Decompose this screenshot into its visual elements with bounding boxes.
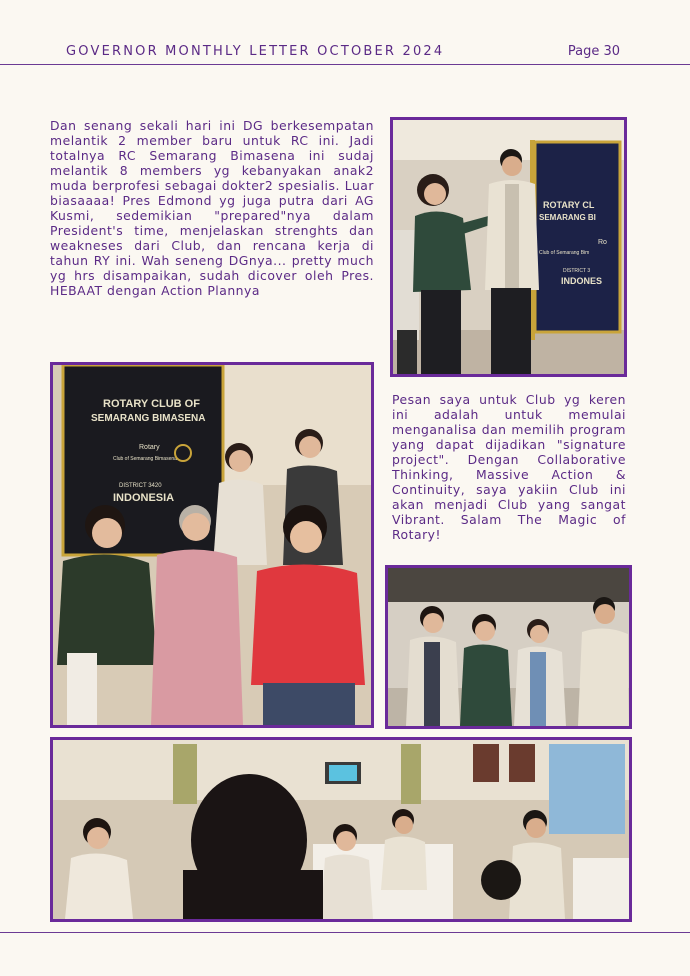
banner-text: DISTRICT 3 — [563, 268, 591, 274]
page-number: Page 30 — [567, 44, 620, 59]
footer-divider — [0, 932, 690, 933]
banner-text: INDONESIA — [113, 492, 175, 504]
banner-text: SEMARANG BI — [539, 213, 596, 222]
paragraph-message: Pesan saya untuk Club yg keren ini adalah untuk memulai menganalisa dan memilih program yang dapat dijadikan "signature project". Dengan Collaborative Thinking, Massive Action & Continuity, saya yakiin Club ini akan menjadi Club yang sangat Vibrant. Salam The Magic of Rotary! — [392, 392, 626, 542]
banner-text: Club of Semarang Bim — [539, 250, 590, 256]
paragraph-installation: Dan senang sekali hari ini DG berkesempatan melantik 2 member baru untuk RC ini. Jadi totalnya RC Semarang Bimasena ini sudaj melantik 8 members yg kebanyakan anak2 muda berprofesi sebagai dokter2 spesialis. Luar biasaaaa! Pres Edmond yg juga putra dari AG Kusmi, sedemikian "prepared"nya dalam President's time, menjelaskan strenghts dan weakneses dari Club, dan rencana kerja di tahun RY ini. Wah seneng DGnya... pretty much yg hrs disampaikan, sudah dicover oleh Pres. HEBAAT dengan Action Plannya — [50, 118, 374, 298]
banner-text: Club of Semarang Bimasena — [113, 456, 177, 462]
banner-text: ROTARY CL — [543, 200, 595, 210]
photo-members-standing — [385, 565, 632, 729]
banner-text: INDONES — [561, 276, 603, 286]
header-divider — [0, 64, 690, 65]
banner-text: ROTARY CLUB OF — [103, 398, 200, 410]
photo-pin-ceremony — [390, 117, 627, 377]
banner-text: DISTRICT 3420 — [119, 483, 162, 489]
banner-text: Ro — [598, 239, 607, 246]
photo-dinner-room — [50, 737, 632, 922]
photo-group-cheer — [50, 362, 374, 728]
banner-text: SEMARANG BIMASENA — [91, 413, 206, 424]
banner-text: Rotary — [139, 444, 160, 451]
letter-title: GOVERNOR MONTHLY LETTER OCTOBER 2024 — [66, 44, 445, 59]
